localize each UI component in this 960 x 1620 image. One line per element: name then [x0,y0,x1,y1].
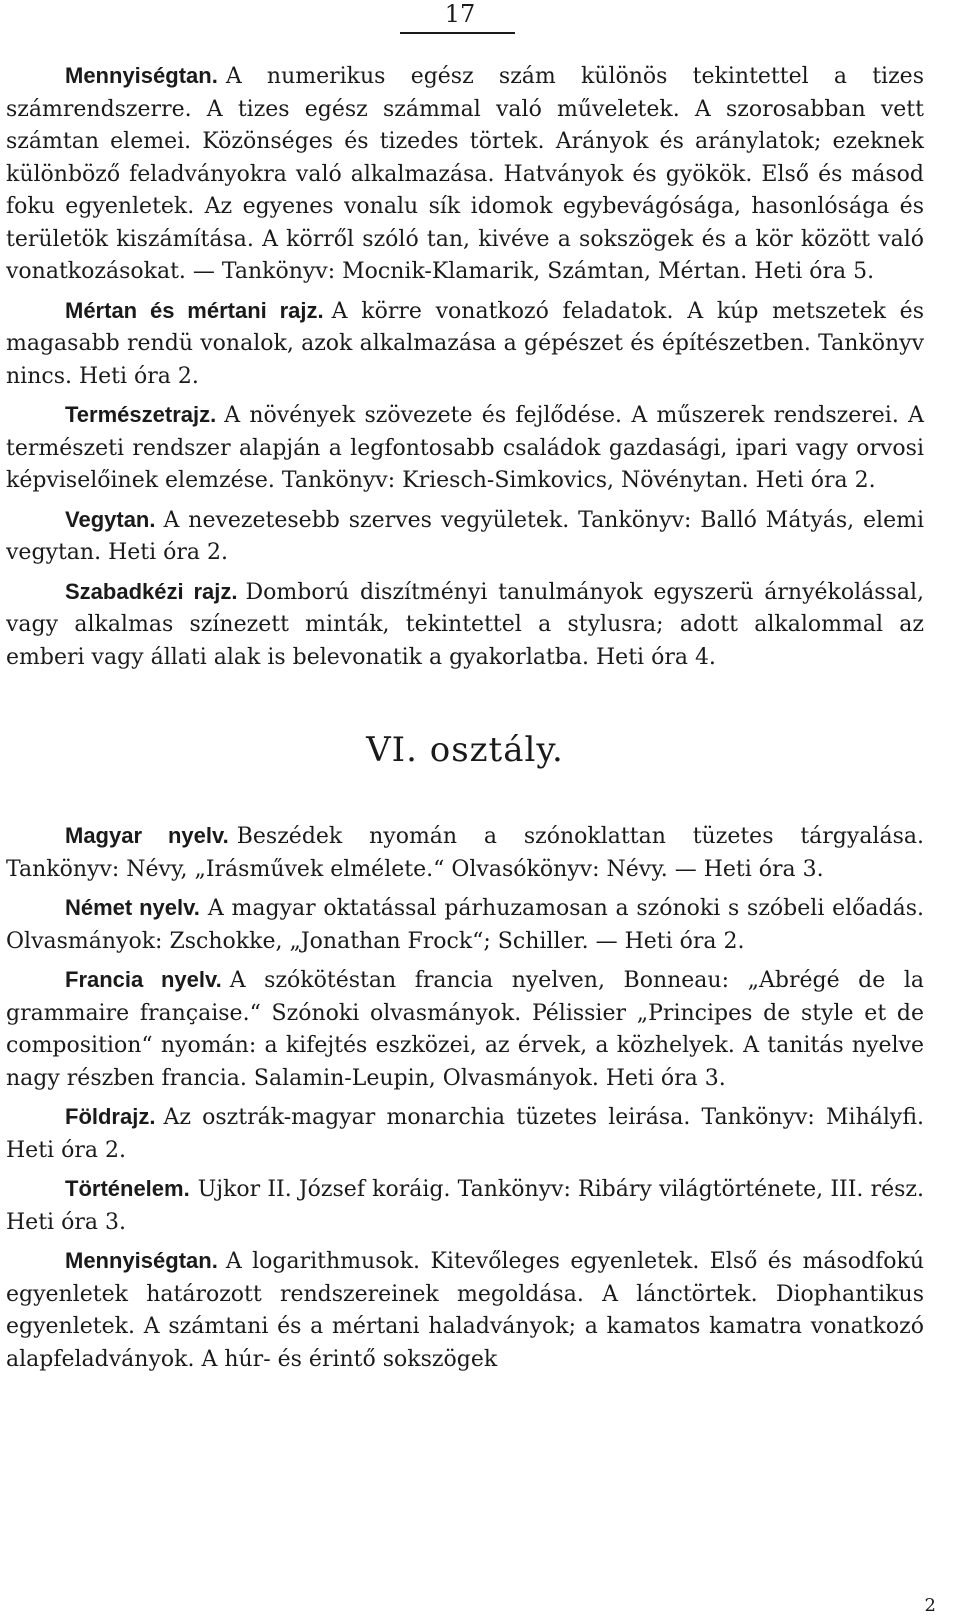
entry-tortenelem [6,1173,924,1239]
entry-heading: Mennyiségtan. [65,63,218,88]
entry-heading: Mennyiségtan. [65,1248,218,1273]
entry-text: A magyar oktatással párhuzamosan a szónoki s szóbeli előadás. Olvasmányok: Zschokke, „Jonathan Frock“; Schiller. — Heti óra 2. [6,896,924,954]
entry-mertan [6,295,924,394]
entry-text: A logarithmusok. Kitevőleges egyenletek. Első és másodfokú egyenletek határozott rendszereinek megoldása. A lánctörtek. Diophantikus egyenletek. A számtani és a mértani haladványok; a kamatos kamatra vonatkozó alapfeladványok. A húr- és érintő sokszögek [6,1249,924,1372]
entry-francia-nyelv [6,964,924,1095]
entry-text: Beszédek nyomán a szónoklattan tüzetes tárgyalása. Tankönyv: Névy, „Irásművek elmélete.“ Olvasókönyv: Névy. — Heti óra 3. [6,824,924,882]
entry-text: Domború diszítményi tanulmányok egyszerü árnyékolással, vagy alkalmas színezett minták, tekintettel a stylusra; adott alkalommal az emberi vagy állati alak is belevonatik a gyakorlatba. Heti óra 4. [6,579,924,670]
entry-text: A növények szövezete és fejlődése. A műszerek rendszerei. A természeti rendszer alapján a legfontosabb családok gazdasági, ipari vagy orvosi képviselőinek elemzése. Tankönyv: Kriesch-Simkovics, Növénytan. Heti óra 2. [6,403,924,493]
section-vi [6,820,924,1376]
entry-heading: Vegytan. [65,506,156,532]
entry-szabadkezi-rajz [6,576,924,675]
entry-mennyisegtan-v [6,60,924,289]
entry-mennyisegtan-vi [6,1245,924,1376]
entry-heading: Természetrajz. [65,402,217,427]
class-heading: VI. osztály. [366,730,564,770]
entry-nemet-nyelv [6,892,924,958]
signature-mark: 2 [924,1595,936,1616]
entry-text: Az osztrák-magyar monarchia tüzetes leirása. Tankönyv: Mihályfi. Heti óra 2. [6,1105,924,1163]
entry-text: A numerikus egész szám különös tekintettel a tizes számrendszerre. A tizes egész számmal való műveletek. A szorosabban vett számtan elemei. Közönséges és tizedes törtek. Arányok és aránylatok; ezeknek különböző feladványokra való alkalmazása. Hatványok és gyökök. Első és másod foku egyenletek. Az egyenes vonalu sík idomok egybevágósága, hasonlósága és területök kiszámítása. A körről szóló tan, kivéve a sokszögek és a kör között való vonatkozásokat. — Tankönyv: Mocnik-Klamarik, Számtan, Mértan. Heti óra 5. [6,64,924,284]
entry-termeszetrajz [6,399,924,498]
entry-text: A körre vonatkozó feladatok. A kúp metszetek és magasabb rendü vonalok, azok alkalmazása a gépészet és építészetben. Tankönyv nincs. Heti óra 2. [6,298,924,389]
entry-foldrajz [6,1101,924,1167]
page-content [6,60,924,1388]
entry-heading: Német nyelv. [65,895,200,920]
entry-heading: Magyar nyelv. [65,823,229,848]
page-number: 17 [444,0,476,28]
header-rule [400,32,515,34]
entry-heading: Francia nyelv. [65,967,222,992]
entry-text: A nevezetesebb szerves vegyületek. Tankönyv: Balló Mátyás, elemi vegytan. Heti óra 2. [6,507,924,565]
entry-text: Ujkor II. József koráig. Tankönyv: Ribáry világtörténete, III. rész. Heti óra 3. [6,1177,924,1235]
entry-heading: Történelem. [65,1176,190,1201]
entry-magyar-nyelv [6,820,924,886]
entry-heading: Szabadkézi rajz. [65,578,238,604]
entry-heading: Mértan és mértani rajz. [65,297,324,323]
section-v [6,60,924,674]
entry-heading: Földrajz. [65,1104,156,1129]
entry-vegytan [6,504,924,570]
entry-text: A szókötéstan francia nyelven, Bonneau: „Abrégé de la grammaire française.“ Szónoki olvasmányok. Pélissier „Principes de style et de composition“ nyomán: a kifejtés eszközei, az érvek, a közhelyek. A tanitás nyelve nagy részben francia. Salamin-Leupin, Olvasmányok. Heti óra 3. [6,968,924,1091]
